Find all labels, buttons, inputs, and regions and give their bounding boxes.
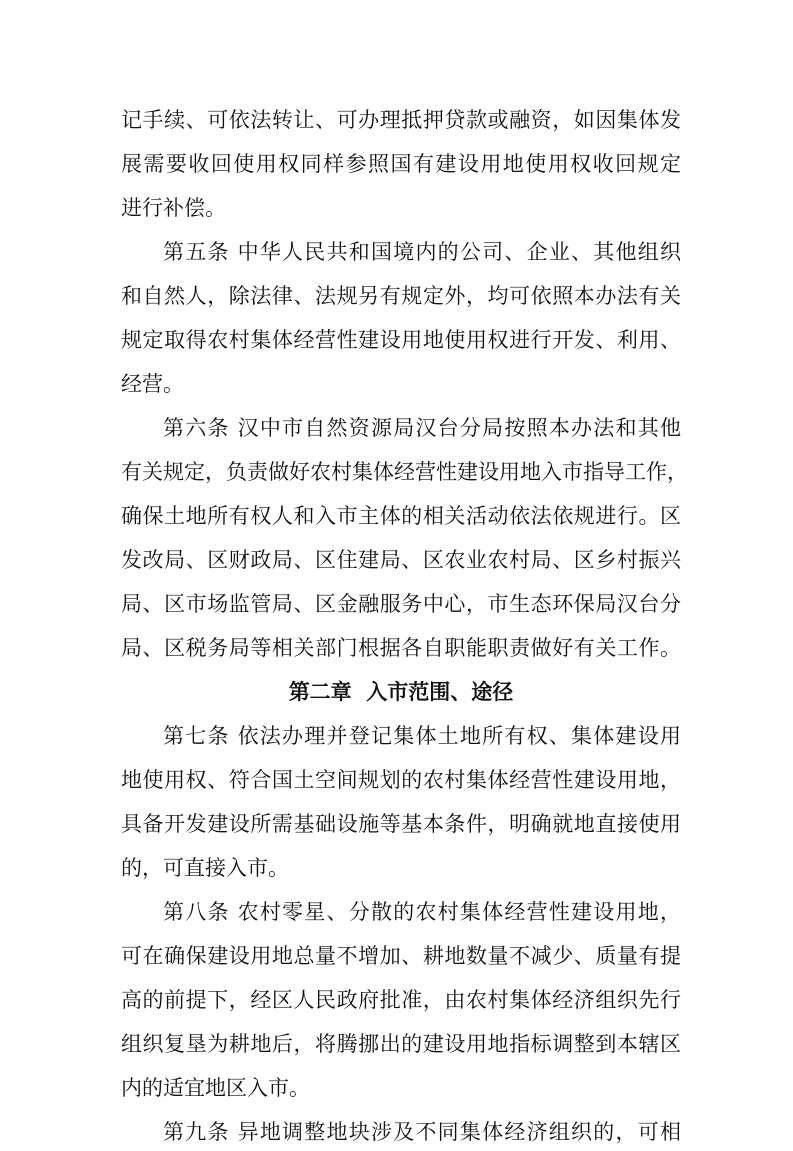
article-9-first-line: 第九条 异地调整地块涉及不同集体经济组织的，可相	[163, 1120, 681, 1144]
text-line: 发改局、区财政局、区住建局、区农业农村局、区乡村振兴	[121, 548, 681, 572]
article-6-first-line: 第六条 汉中市自然资源局汉台分局按照本办法和其他	[163, 416, 681, 440]
text-line: 记手续、可依法转让、可办理抵押贷款或融资，如因集体发	[121, 108, 681, 132]
text-line: 具备开发建设所需基础设施等基本条件，明确就地直接使用	[121, 812, 681, 836]
text-line: 地使用权、符合国土空间规划的农村集体经营性建设用地，	[121, 768, 681, 792]
text-line: 组织复垦为耕地后，将腾挪出的建设用地指标调整到本辖区	[121, 1032, 681, 1056]
text-line: 局、区市场监管局、区金融服务中心，市生态环保局汉台分	[121, 592, 681, 616]
text-line: 内的适宜地区入市。	[121, 1076, 310, 1100]
article-8-first-line: 第八条 农村零星、分散的农村集体经营性建设用地，	[163, 900, 681, 924]
text-line: 的，可直接入市。	[121, 856, 289, 880]
text-line: 规定取得农村集体经营性建设用地使用权进行开发、利用、	[121, 328, 681, 352]
text-line: 和自然人，除法律、法规另有规定外，均可依照本办法有关	[121, 284, 681, 308]
text-line: 有关规定，负责做好农村集体经营性建设用地入市指导工作，	[121, 460, 688, 484]
article-5-first-line: 第五条 中华人民共和国境内的公司、企业、其他组织	[163, 240, 681, 264]
text-line: 经营。	[121, 372, 184, 396]
chapter-2-heading: 第二章 入市范围、途径	[288, 680, 514, 704]
text-line: 高的前提下，经区人民政府批准，由农村集体经济组织先行	[121, 988, 681, 1012]
text-line: 确保土地所有权人和入市主体的相关活动依法依规进行。区	[121, 504, 681, 528]
text-line: 可在确保建设用地总量不增加、耕地数量不减少、质量有提	[121, 944, 681, 968]
article-7-first-line: 第七条 依法办理并登记集体土地所有权、集体建设用	[163, 724, 681, 748]
text-line: 局、区税务局等相关部门根据各自职能职责做好有关工作。	[121, 636, 681, 660]
text-line: 展需要收回使用权同样参照国有建设用地使用权收回规定	[121, 152, 681, 176]
text-line: 进行补偿。	[121, 196, 226, 220]
